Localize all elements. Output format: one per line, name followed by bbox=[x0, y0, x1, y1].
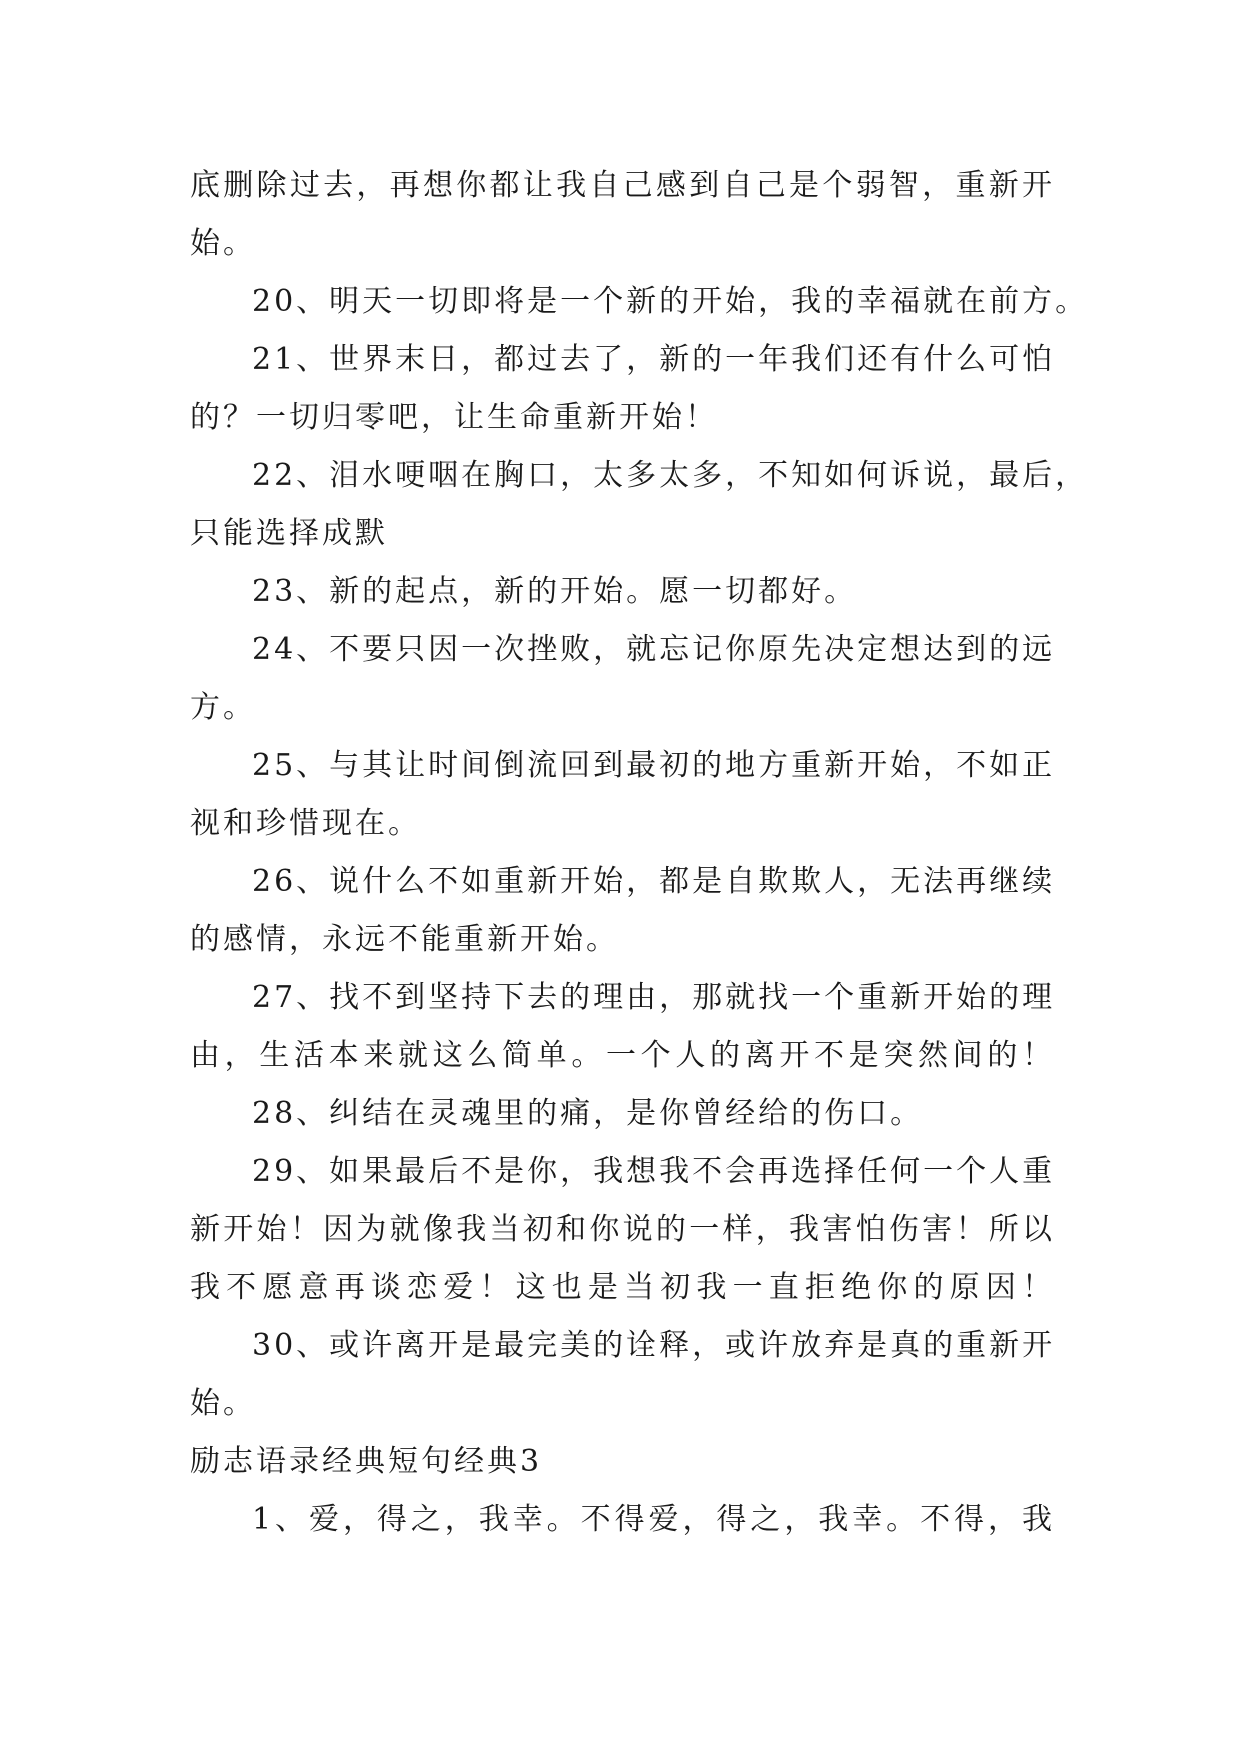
list-item-26: 26、说什么不如重新开始，都是自欺欺人，无法再继续 bbox=[252, 864, 1056, 899]
list-item-28: 28、纠结在灵魂里的痛，是你曾经给的伤口。 bbox=[252, 1096, 924, 1131]
text-line: 底删除过去，再想你都让我自己感到自己是个弱智，重新开 bbox=[190, 168, 1055, 203]
text-line: 由，生活本来就这么简单。一个人的离开不是突然间的！ bbox=[190, 1038, 1055, 1073]
text-line: 方。 bbox=[190, 690, 256, 725]
text-line: 的感情，永远不能重新开始。 bbox=[190, 922, 619, 957]
list-item-29: 29、如果最后不是你，我想我不会再选择任何一个人重 bbox=[252, 1154, 1056, 1189]
list-item-1: 1、爱，得之，我幸。不得爱，得之，我幸。不得，我 bbox=[252, 1502, 1055, 1537]
list-item-24: 24、不要只因一次挫败，就忘记你原先决定想达到的远 bbox=[252, 632, 1056, 667]
text-line: 新开始！因为就像我当初和你说的一样，我害怕伤害！所以 bbox=[190, 1212, 1055, 1247]
text-line: 我不愿意再谈恋爱！这也是当初我一直拒绝你的原因！ bbox=[190, 1270, 1055, 1305]
list-item-30: 30、或许离开是最完美的诠释，或许放弃是真的重新开 bbox=[252, 1328, 1056, 1363]
document-body bbox=[190, 157, 1089, 1549]
list-item-21: 21、世界末日，都过去了，新的一年我们还有什么可怕 bbox=[252, 342, 1056, 377]
list-item-20: 20、明天一切即将是一个新的开始，我的幸福就在前方。 bbox=[252, 284, 1089, 319]
text-line: 始。 bbox=[190, 226, 256, 261]
text-line: 只能选择成默 bbox=[190, 516, 388, 551]
list-item-25: 25、与其让时间倒流回到最初的地方重新开始，不如正 bbox=[252, 748, 1056, 783]
text-line: 始。 bbox=[190, 1386, 256, 1421]
list-item-23: 23、新的起点，新的开始。愿一切都好。 bbox=[252, 574, 858, 609]
list-item-27: 27、找不到坚持下去的理由，那就找一个重新开始的理 bbox=[252, 980, 1056, 1015]
section-heading: 励志语录经典短句经典3 bbox=[190, 1444, 543, 1479]
text-line: 的？一切归零吧，让生命重新开始！ bbox=[190, 400, 718, 435]
text-line: 视和珍惜现在。 bbox=[190, 806, 421, 841]
list-item-22: 22、泪水哽咽在胸口，太多太多，不知如何诉说，最后， bbox=[252, 458, 1089, 493]
